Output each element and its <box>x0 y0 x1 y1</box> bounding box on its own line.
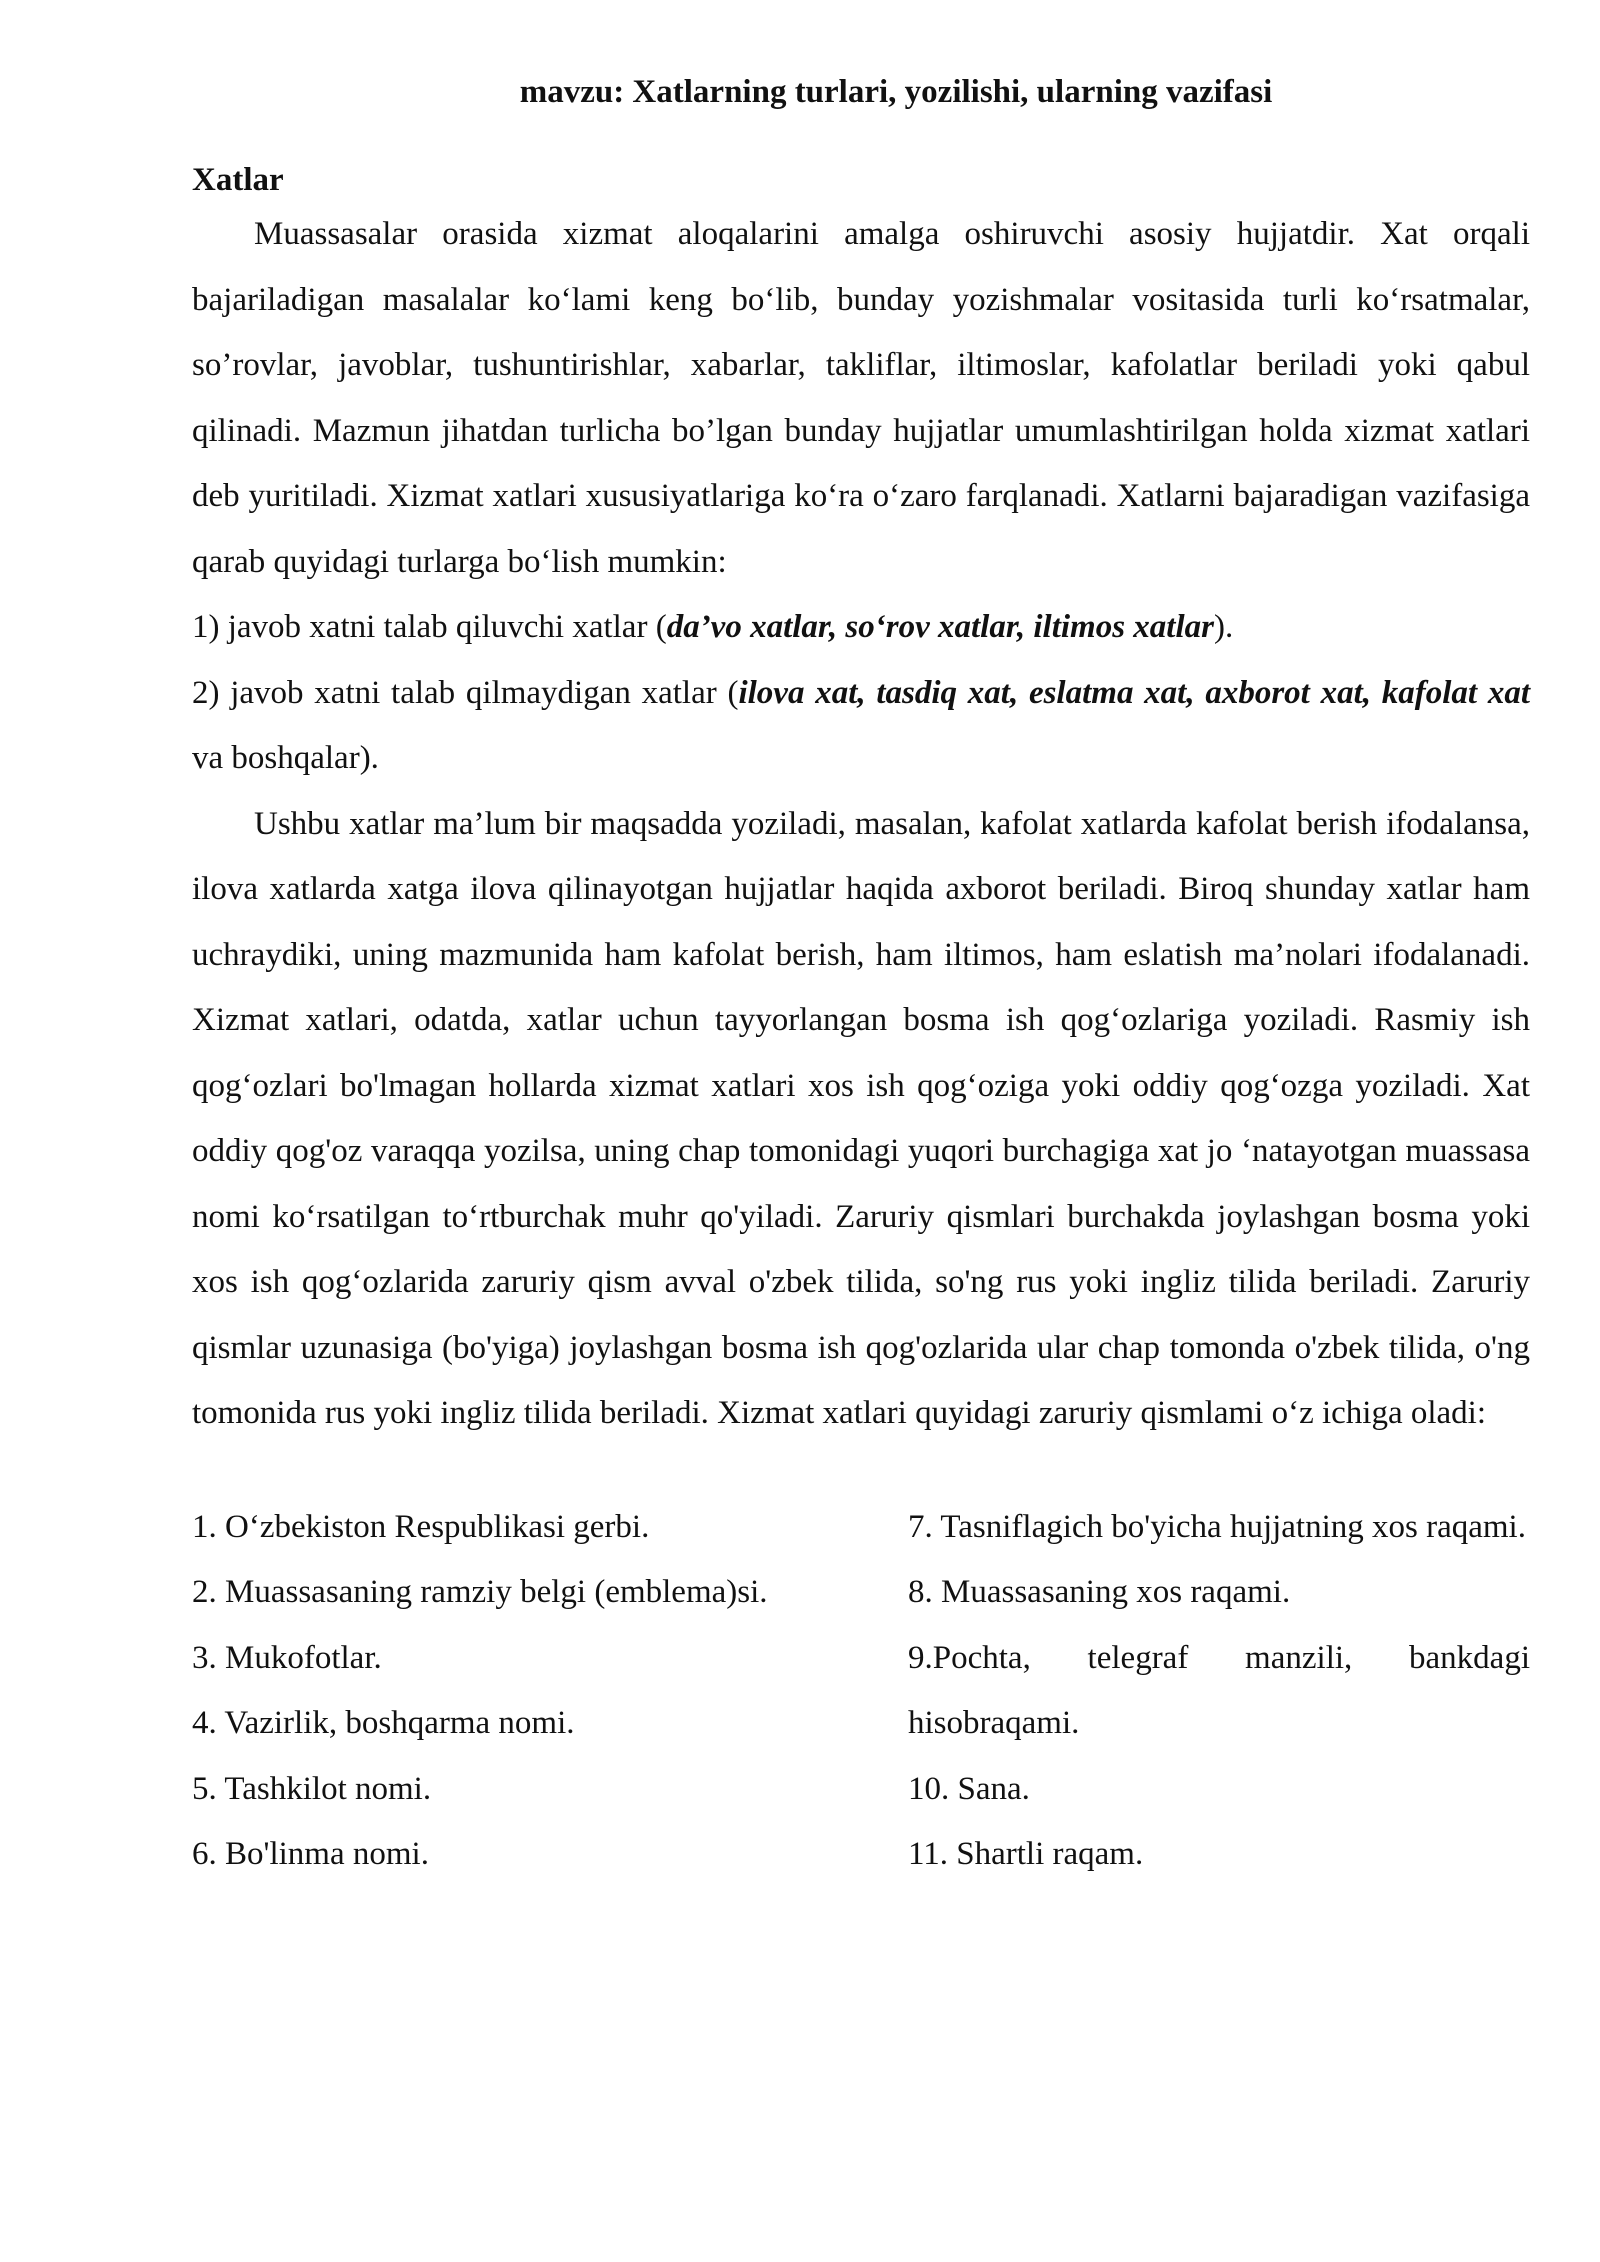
item1-suffix: ). <box>1213 609 1234 645</box>
item1-prefix: 1) javob xatni talab qiluvchi xatlar ( <box>192 609 667 645</box>
list-item: 7. Tasniflagich bo'yicha hujjatning xos raqami. <box>908 1508 1526 1545</box>
list-item: 8. Muassasaning xos raqami. <box>908 1574 1291 1610</box>
requisites-list <box>192 1495 1530 1888</box>
list-item: 1. Oʻzbekiston Respublikasi gerbi. <box>192 1508 650 1545</box>
intro-paragraph: Muassasalar orasida xizmat aloqalarini amalga oshiruvchi asosiy hujjatdir. Xat orqali bajariladigan masalalar koʻlami keng boʻlib, bunday yozishmalar vositasida turli koʻrsatmalar, so’rovlar, javoblar, tushuntirishlar, xabarlar, takliflar, iltimoslar, kafolatlar beriladi yoki qabul qilinadi. Mazmun jihatdan turlicha bo’lgan bunday hujjatlar umumlashtirilgan holda xizmat xatlari deb yuritiladi. Xizmat xatlari xususiyatlariga koʻra oʻzaro farqlanadi. Xatlarni bajaradigan vazifasiga qarab quyidagi turlarga boʻlish mumkin: <box>192 216 1530 580</box>
document-title: mavzu: Xatlarning turlari, yozilishi, ularning vazifasi <box>519 74 1273 110</box>
list-item: 6. Bo'linma nomi. <box>192 1836 429 1872</box>
item2-emphasis: ilova xat, tasdiq xat, eslatma xat, axborot xat, kafolat xat <box>738 674 1530 711</box>
list-item: 5. Tashkilot nomi. <box>192 1770 432 1807</box>
document-page <box>192 70 1530 1888</box>
list-item: 9.Pochta, telegraf manzili, bankdagi hisobraqami. <box>908 1639 1530 1741</box>
item2-prefix: 2) javob xatni talab qilmaydigan xatlar ( <box>192 674 739 711</box>
item1-emphasis: da’vo xatlar, soʻrov xatlar, iltimos xatlar <box>666 609 1214 645</box>
list-item-requires-reply <box>192 595 1530 661</box>
list-item: 2. Muassasaning ramziy belgi (emblema)si. <box>192 1574 768 1610</box>
list-item: 11. Shartli raqam. <box>908 1836 1144 1872</box>
section-heading: Xatlar <box>192 162 284 198</box>
body-paragraph: Ushbu xatlar ma’lum bir maqsadda yoziladi, masalan, kafolat xatlarda kafolat berish ifodalansa, ilova xatlarda xatga ilova qilinayotgan hujjatlar haqida axborot beriladi. Biroq shunday xatlar ham uchraydiki, uning mazmunida ham kafolat berish, ham iltimos, ham eslatish ma’nolari ifodalanadi. Xizmat xatlari, odatda, xatlar uchun tayyorlangan bosma ish qogʻozlariga yoziladi. Rasmiy ish qogʻozlari bo'lmagan hollarda xizmat xatlari xos ish qogʻoziga yoki oddiy qogʻozga yoziladi. Xat oddiy qog'oz varaqqa yozilsa, uning chap tomonidagi yuqori burchagiga xat jo ‘natayotgan muassasa nomi koʻrsatilgan toʻrtburchak muhr qo'yiladi. Zaruriy qismlari burchakda joylashgan bosma yoki xos ish qogʻozlarida zaruriy qism avval o'zbek tilida, so'ng rus yoki ingliz tilida beriladi. Zaruriy qismlar uzunasiga (bo'yiga) joylashgan bosma ish qog'ozlarida ular chap tomonda o'zbek tilida, o'ng tomonida rus yoki ingliz tilida beriladi. Xizmat xatlari quyidagi zaruriy qismlami oʻz ichiga oladi: <box>192 805 1530 1431</box>
requisites-left-column <box>192 1495 814 1888</box>
item2-suffix: va boshqalar). <box>192 740 379 776</box>
list-item: 10. Sana. <box>908 1770 1030 1807</box>
list-item: 4. Vazirlik, boshqarma nomi. <box>192 1705 575 1741</box>
spacer <box>192 1447 1530 1491</box>
list-item: 3. Mukofotlar. <box>192 1639 382 1676</box>
requisites-right-column <box>908 1495 1530 1888</box>
list-item-no-reply <box>192 661 1530 792</box>
